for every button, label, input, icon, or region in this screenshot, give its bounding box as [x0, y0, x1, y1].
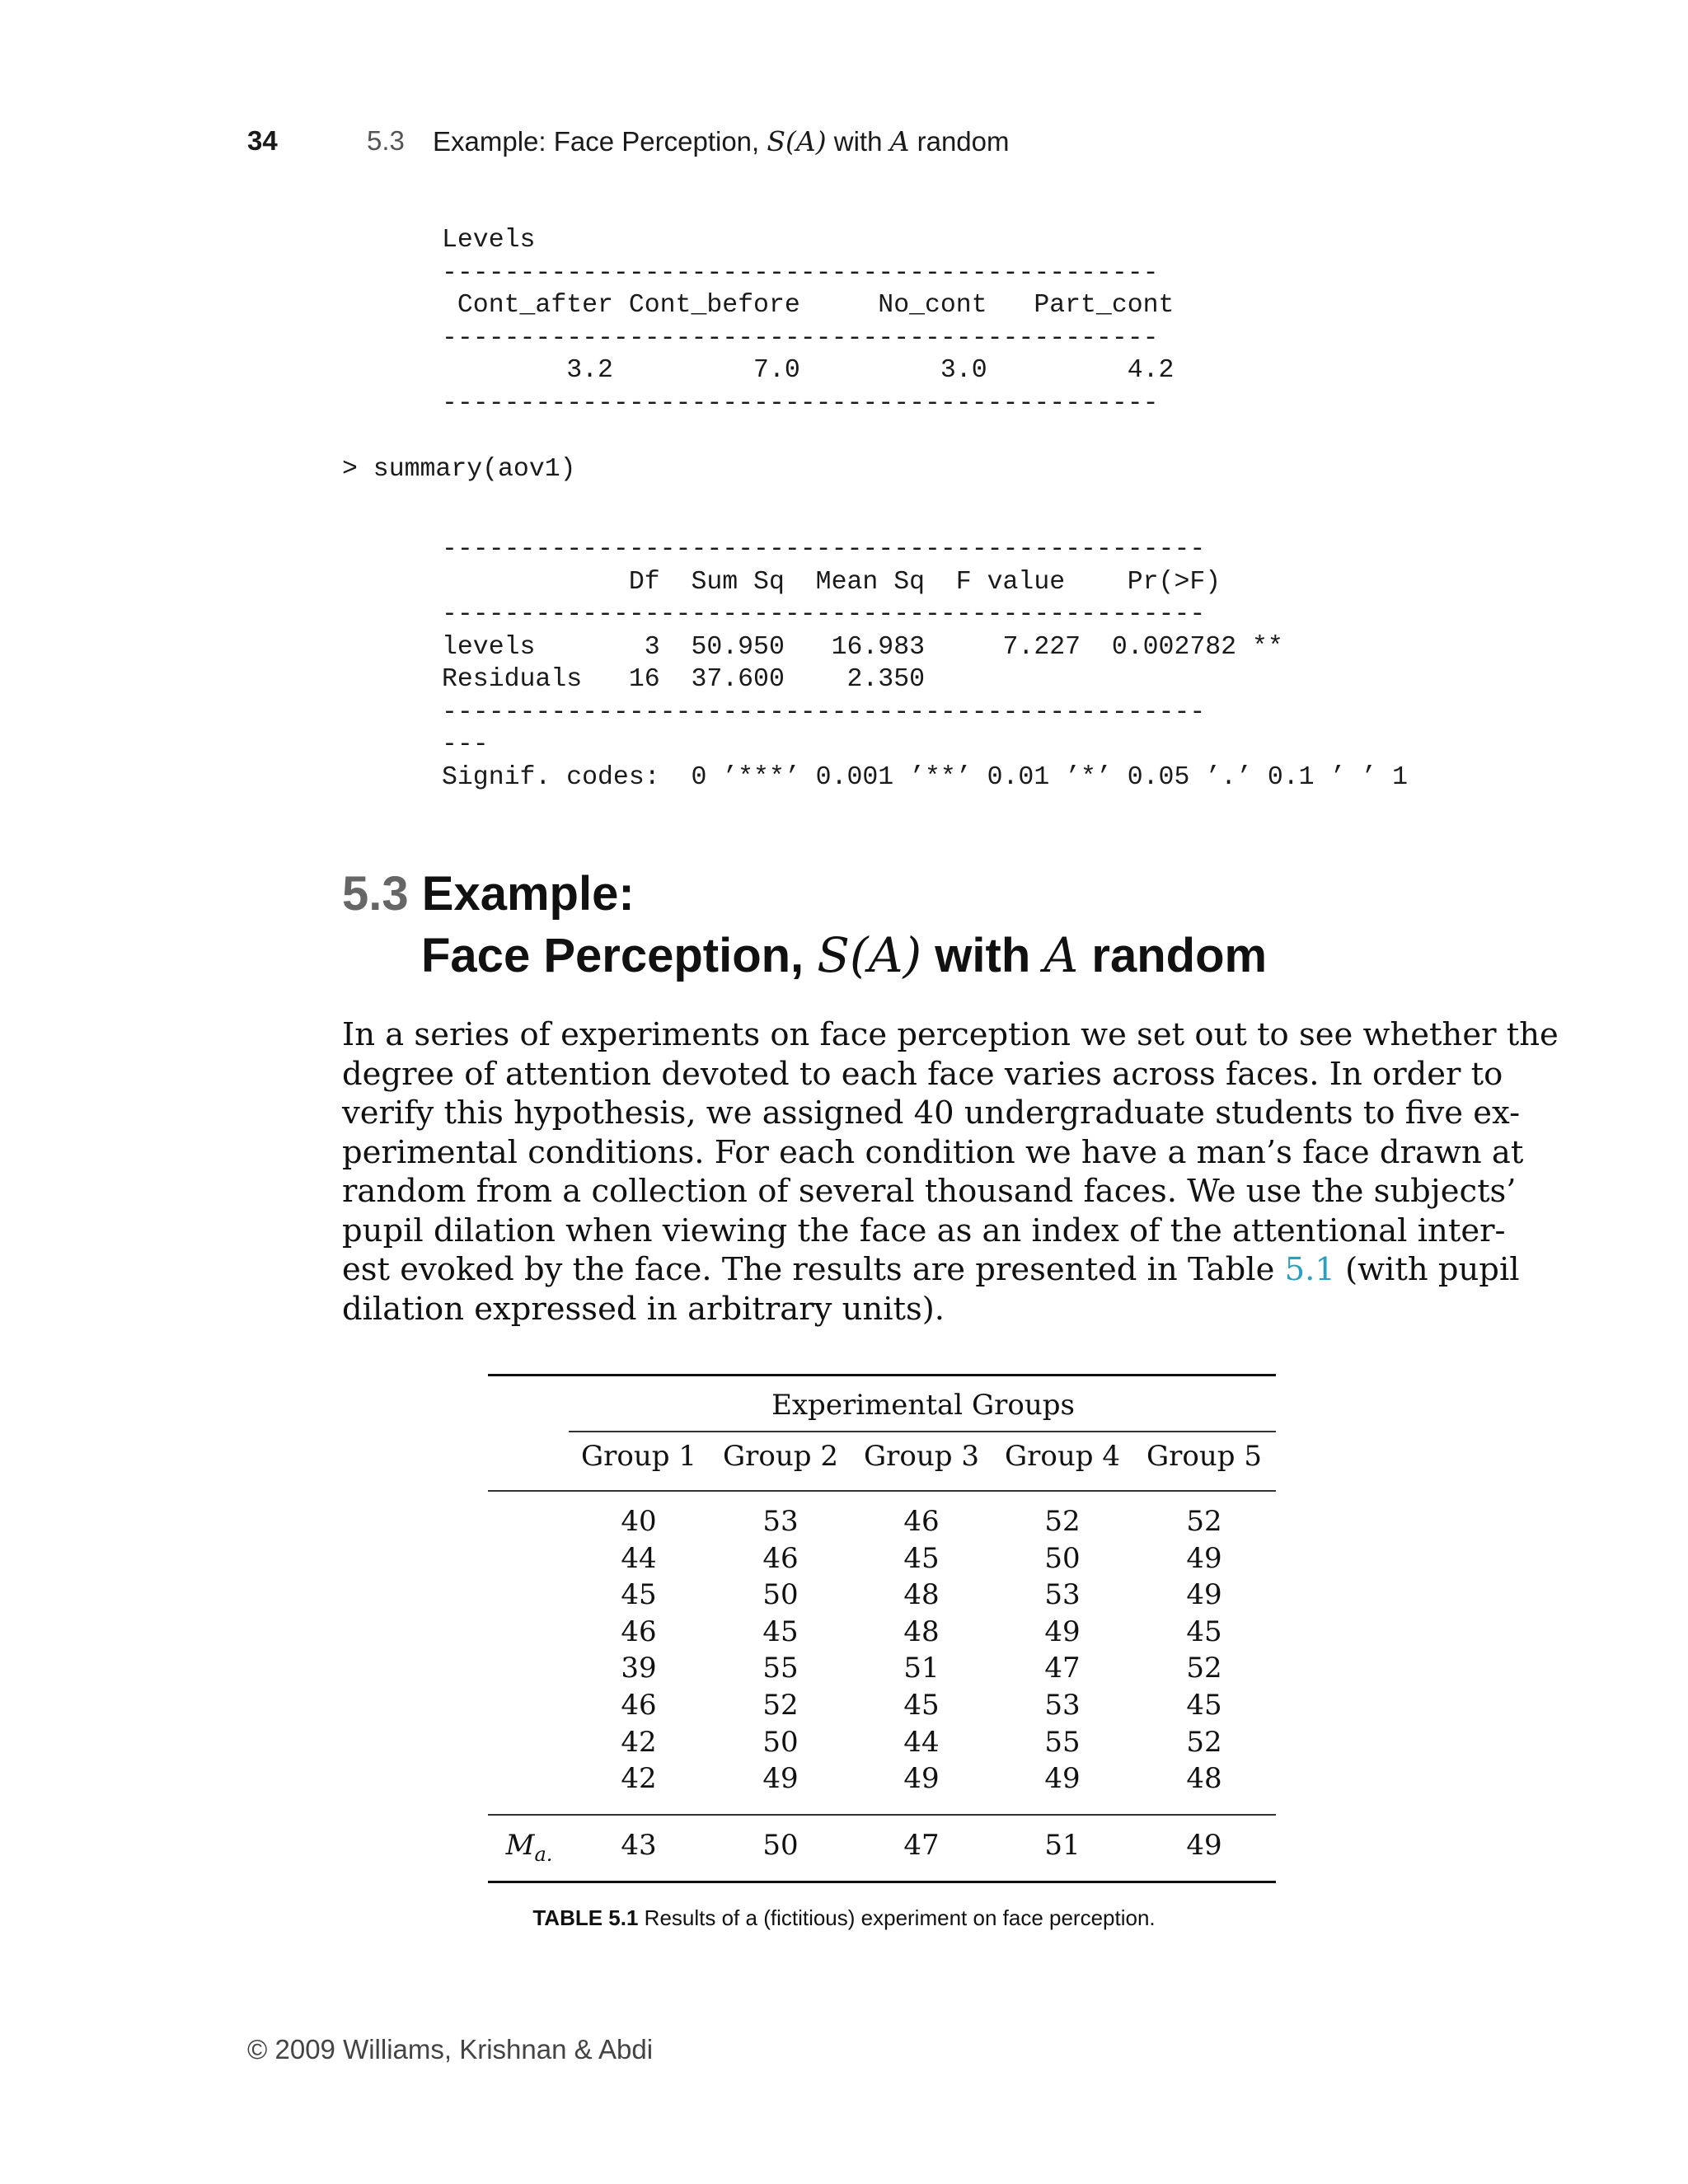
table-cell: 49	[1044, 1762, 1081, 1796]
copyright-symbol: ©	[247, 2034, 268, 2064]
mean-cell: 47	[903, 1829, 940, 1862]
mean-cell: 51	[1044, 1829, 1081, 1862]
table-group-header: Experimental Groups	[771, 1389, 1075, 1422]
table-cell: 55	[762, 1652, 799, 1685]
table-cell: 45	[903, 1689, 940, 1722]
table-cell: 47	[1044, 1652, 1081, 1685]
section-title-line1: Example:	[421, 867, 635, 921]
header-section-number: 5.3	[367, 125, 405, 156]
table-cell: 45	[1186, 1689, 1222, 1722]
paragraph-line: In a series of experiments on face perception we set out to see whether the	[342, 1016, 1559, 1053]
caption-text: Results of a (fictitious) experiment on face perception.	[638, 1905, 1156, 1930]
table-cell: 50	[762, 1578, 799, 1612]
table-cell: 52	[762, 1689, 799, 1722]
table-reference-link[interactable]: 5.1	[1284, 1251, 1335, 1288]
table-cell: 53	[1044, 1578, 1081, 1612]
table-cell: 52	[1044, 1505, 1081, 1538]
table-cell: 50	[1044, 1541, 1081, 1575]
table-cell: 39	[621, 1652, 657, 1685]
table-cell: 45	[621, 1578, 657, 1612]
table-cell: 49	[762, 1762, 799, 1796]
table-cell: 51	[903, 1652, 940, 1685]
paragraph-line: est evoked by the face. The results are presented in Table 5.1 (with pupil	[342, 1251, 1520, 1288]
table-cell: 52	[1186, 1505, 1222, 1538]
table-cell: 46	[762, 1541, 799, 1575]
column-header: Group 3	[864, 1440, 979, 1473]
table-cell: 40	[621, 1505, 657, 1538]
anova-summary-output: ------------------------------------------------- Df Sum Sq Mean Sq F value Pr(>F) ------------------------------------------------- levels 3 50.950 16.983 7.227 0.002782 ** Residuals 16 37.600 2.350 ------------------------------------------------- --- Signif. codes: 0 ’***’ 0.001 ’**’ 0.01 ’*’ 0.05 ’.’ 0.1 ’ ’ 1	[442, 535, 1408, 792]
table-cell: 46	[621, 1615, 657, 1648]
table-cell: 45	[1186, 1615, 1222, 1648]
mean-row-label: $M_{a.}$	[505, 1829, 553, 1866]
table-cell: 42	[621, 1762, 657, 1796]
paragraph-line: random from a collection of several thousand faces. We use the subjects’	[342, 1173, 1517, 1210]
levels-output: Levels ---------------------------------------------- Cont_after Cont_before No_cont Part_cont ---------------------------------------------- 3.2 7.0 3.0 4.2 ----------------------------------------------	[442, 226, 1175, 418]
table-cell: 49	[1186, 1541, 1222, 1575]
column-header: Group 1	[581, 1440, 696, 1473]
caption-label: TABLE 5.1	[532, 1905, 639, 1930]
table-cell: 49	[1186, 1578, 1222, 1612]
table-cell: 53	[1044, 1689, 1081, 1722]
table-cell: 46	[621, 1689, 657, 1722]
table-cell: 49	[1044, 1615, 1081, 1648]
table-cell: 49	[903, 1762, 940, 1796]
table-cell: 50	[762, 1725, 799, 1759]
table-cell: 52	[1186, 1652, 1222, 1685]
table-cell: 48	[1186, 1762, 1222, 1796]
table-cell: 46	[903, 1505, 940, 1538]
mean-cell: 50	[762, 1829, 799, 1862]
header-title: Example: Face Perception, S(A) with A random	[433, 125, 1010, 157]
column-header: Group 2	[723, 1440, 838, 1473]
page-number: 34	[247, 125, 278, 156]
paragraph-line: verify this hypothesis, we assigned 40 undergraduate students to five ex-	[342, 1094, 1521, 1132]
paragraph-line: pupil dilation when viewing the face as an index of the attentional inter-	[342, 1212, 1506, 1249]
paragraph-line: perimental conditions. For each condition we have a man’s face drawn at	[342, 1133, 1524, 1171]
mean-cell: 49	[1186, 1829, 1222, 1862]
r-prompt: > summary(aov1)	[342, 455, 576, 484]
table-cell: 48	[903, 1578, 940, 1612]
column-header: Group 4	[1005, 1440, 1120, 1473]
table-cell: 48	[903, 1615, 940, 1648]
table-cell: 52	[1186, 1725, 1222, 1759]
section-title-line2: Face Perception, S(A) with A random	[421, 927, 1268, 983]
table-cell: 45	[762, 1615, 799, 1648]
paragraph-line: degree of attention devoted to each face varies across faces. In order to	[342, 1055, 1503, 1093]
table-cell: 44	[621, 1541, 657, 1575]
table-cell: 53	[762, 1505, 799, 1538]
column-header: Group 5	[1146, 1440, 1262, 1473]
paragraph-line: dilation expressed in arbitrary units).	[342, 1290, 945, 1328]
table-caption	[0, 1905, 1688, 1931]
table-cell: 55	[1044, 1725, 1081, 1759]
table-cell: 44	[903, 1725, 940, 1759]
section-number: 5.3	[342, 867, 409, 921]
copyright-footer: © 2009 Williams, Krishnan & Abdi	[247, 2034, 654, 2064]
mean-cell: 43	[621, 1829, 657, 1862]
table-cell: 45	[903, 1541, 940, 1575]
table-cell: 42	[621, 1725, 657, 1759]
